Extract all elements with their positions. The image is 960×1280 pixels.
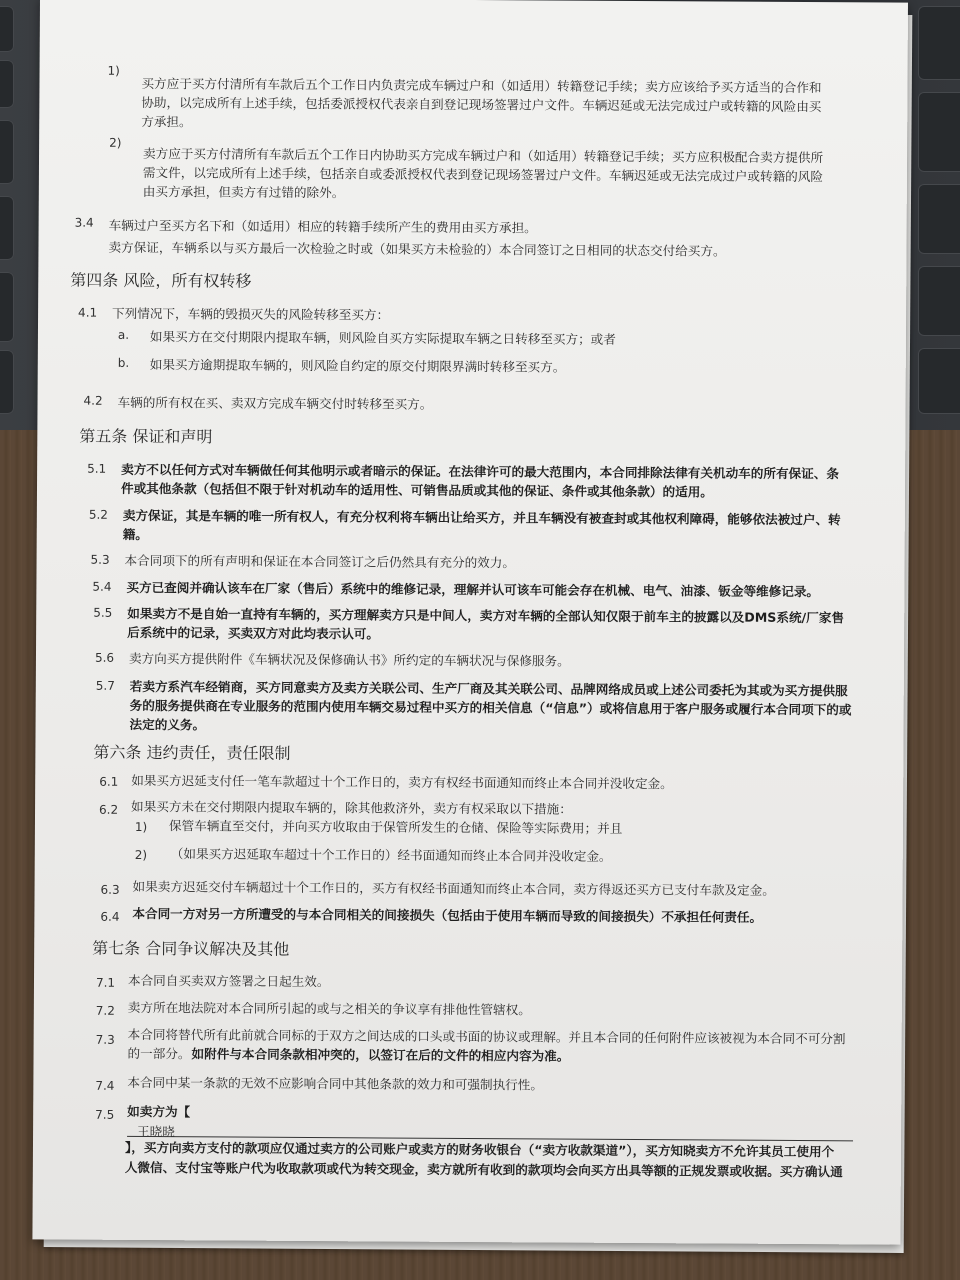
clause-number: 7.3 xyxy=(95,1032,115,1047)
clause-text: 需文件，以完成所有上述手续，包括亲自或委派授权代表到登记现场签署过户文件。车辆迟延或无法完成过户或转籍的风险 xyxy=(142,164,824,185)
keyboard-key xyxy=(918,6,960,80)
clause-number: 7.2 xyxy=(95,1003,115,1018)
clause-text: （如果买方迟延取车超过十个工作日的）经书面通知而终止本合同并没收定金。 xyxy=(170,846,612,864)
clause-text: 协助，以完成所有上述手续，包括委派授权代表亲自到登记现场签署过户文件。车辆迟延或无法完成过户或转籍的风险由买 xyxy=(141,94,822,115)
clause-text: 】，买方向卖方支付的款项应仅通过卖方的公司账户或卖方的财务收银台（“卖方收款渠道”），买方知晓卖方不允许其员工使用个 xyxy=(124,1139,835,1160)
clause-number: 5.6 xyxy=(94,650,115,665)
keyboard-key xyxy=(0,120,14,184)
section-heading: 第七条 合同争议解决及其他 xyxy=(92,938,290,959)
clause-text: 务的服务提供商在专业服务的范围内使用车辆交易过程中买方的相关信息（“信息”）或将信息用于客户服务或履行本合同项下的或 xyxy=(129,697,852,718)
list-marker: a. xyxy=(117,327,130,342)
clause-number: 6.4 xyxy=(100,909,120,924)
keyboard-key xyxy=(0,350,14,414)
clause-number: 5.7 xyxy=(95,678,115,693)
list-marker: 1) xyxy=(134,819,148,835)
clause-number: 6.1 xyxy=(99,774,119,789)
keyboard-key xyxy=(918,266,960,336)
clause-number: 3.4 xyxy=(74,215,94,230)
clause-text: 卖方应于买方付清所有车款后五个工作日内协助买方完成车辆过户和（如适用）转籍登记手续；买方应积极配合卖方提供所 xyxy=(143,145,824,166)
clause-number: 7.4 xyxy=(95,1078,115,1093)
clause-text: 方承担。 xyxy=(141,113,192,130)
clause-text: 车辆的所有权在买、卖双方完成车辆交付时转移至买方。 xyxy=(117,394,433,412)
clause-text: 卖方保证，车辆系以与买方最后一次检验之时或（如果买方未检验的）本合同签订之日相同的状态交付给买方。 xyxy=(108,239,726,259)
clause-text: 件或其他条款（包括但不限于针对机动车的适用性、可销售品质或其他的保证、条件或其他条款）的适用。 xyxy=(120,480,713,500)
clause-text: 本合同一方对另一方所遭受的与本合同相关的间接损失（包括由于使用车辆而导致的间接损失）不承担任何责任。 xyxy=(132,905,763,925)
clause-text: 如果卖方不是自始一直持有车辆的，买方理解卖方只是中间人，卖方对车辆的全部认知仅限于前车主的披露以及DMS系统/厂家售 xyxy=(127,605,844,626)
clause-text: 籍。 xyxy=(122,526,148,543)
clause-text: 车辆过户至买方名下和（如适用）相应的转籍手续所产生的费用由买方承担。 xyxy=(108,217,537,236)
clause-text: 买方应于买方付清所有车款后五个工作日内负责完成车辆过户和（如适用）转籍登记手续；卖方应该给予买方适当的合作和 xyxy=(141,75,822,96)
clause-text: 保管车辆直至交付，并向买方收取由于保管所发生的仓储、保险等实际费用；并且 xyxy=(168,818,623,836)
clause-number: 6.3 xyxy=(100,882,120,897)
clause-number: 7.5 xyxy=(95,1107,115,1122)
clause-text: 如果卖方迟延交付车辆超过十个工作日的，买方有权经书面通知而终止本合同，卖方得返还买方已支付车款及定金。 xyxy=(132,878,775,898)
keyboard-key xyxy=(0,6,14,52)
clause-text: 后系统中的记录，买卖双方对此均表示认可。 xyxy=(127,624,380,642)
clause-number: 2) xyxy=(109,135,122,150)
clause-number: 1) xyxy=(107,63,120,78)
keyboard-key xyxy=(0,272,14,342)
contract-page xyxy=(32,0,908,1245)
clause-text: 由买方承担，但卖方有过错的除外。 xyxy=(142,183,345,201)
clause-text: 若卖方系汽车经销商，买方同意卖方及卖方关联公司、生产厂商及其关联公司、品牌网络成员或上述公司委托为其或为买方提供服 xyxy=(129,678,848,699)
clause-text: 本合同中某一条款的无效不应影响合同中其他条款的效力和可强制执行性。 xyxy=(127,1074,544,1093)
keyboard-key xyxy=(918,184,960,254)
keyboard-key xyxy=(0,196,14,260)
section-heading: 第四条 风险，所有权转移 xyxy=(70,270,252,291)
clause-number: 5.4 xyxy=(92,579,112,594)
keyboard-key xyxy=(918,348,960,414)
keyboard-key xyxy=(0,60,14,108)
clause-text: 卖方所在地法院对本合同所引起的或与之相关的争议享有排他性管辖权。 xyxy=(127,999,531,1018)
clause-text: 买方已查阅并确认该车在厂家（售后）系统中的维修记录，理解并认可该车可能会存在机械、电气、油漆、钣金等维修记录。 xyxy=(126,579,820,600)
clause-text: 本合同自买卖双方签署之日起生效。 xyxy=(127,972,330,990)
clause-number: 5.3 xyxy=(90,552,110,567)
clause-number: 6.2 xyxy=(99,802,119,817)
clause-number: 5.1 xyxy=(87,461,107,476)
clause-number: 7.1 xyxy=(95,975,116,990)
clause-text: 本合同将替代所有此前就合同标的于双方之间达成的口头或书面的协议或理解。并且本合同的任何附件应该被视为本合同不可分割 xyxy=(127,1026,846,1047)
clause-text: 的一部分。 xyxy=(127,1045,191,1062)
clause-text: 本合同项下的所有声明和保证在本合同签订之后仍然具有充分的效力。 xyxy=(124,552,516,571)
clause-text: 如卖方为【 xyxy=(127,1103,191,1120)
clause-text: 法定的义务。 xyxy=(129,716,206,733)
clause-text: 卖方保证，其是车辆的唯一所有权人，有充分权利将车辆出让给买方，并且车辆没有被查封或其他权利障碍，能够依法被过户、转 xyxy=(122,507,841,528)
clause-number: 5.2 xyxy=(88,507,108,522)
clause-text: 如果买方逾期提取车辆的，则风险自约定的原交付期限界满时转移至买方。 xyxy=(149,357,566,375)
clause-text: 如果买方未在交付期限内提取车辆的，除其他救济外，卖方有权采取以下措施： xyxy=(131,798,572,817)
list-marker: 2) xyxy=(134,847,148,863)
clause-text: 如果买方在交付期限内提取车辆，则风险自买方实际提取车辆之日转移至买方；或者 xyxy=(149,329,616,347)
clause-number: 5.5 xyxy=(93,605,113,620)
section-heading: 第五条 保证和声明 xyxy=(79,426,213,447)
clause-text: 卖方向买方提供附件《车辆状况及保修确认书》所约定的车辆状况与保修服务。 xyxy=(128,650,570,669)
clause-text: 如果买方迟延支付任一笔车款超过十个工作日的，卖方有权经书面通知而终止本合同并没收定金。 xyxy=(131,772,673,792)
section-heading: 第六条 违约责任，责任限制 xyxy=(93,742,291,763)
clause-number: 4.1 xyxy=(78,305,98,320)
clause-text: 卖方不以任何方式对车辆做任何其他明示或者暗示的保证。在法律许可的最大范围内，本合同排除法律有关机动车的所有保证、条 xyxy=(121,461,840,482)
keyboard-key xyxy=(918,92,960,172)
clause-number: 4.2 xyxy=(83,393,103,408)
clause-text: 下列情况下，车辆的毁损灭失的风险转移至买方： xyxy=(112,305,390,323)
clause-text: 如附件与本合同条款相冲突的，以签订在后的文件的相应内容为准。 xyxy=(191,1046,570,1064)
filled-seller-name: 王晓晓 xyxy=(137,1123,175,1140)
list-marker: b. xyxy=(117,355,130,370)
clause-text: 人微信、支付宝等账户代为收取款项或代为转交现金，卖方就所有收到的款项均会向买方出具等额的正规发票或收据。买方确认通 xyxy=(124,1159,843,1180)
